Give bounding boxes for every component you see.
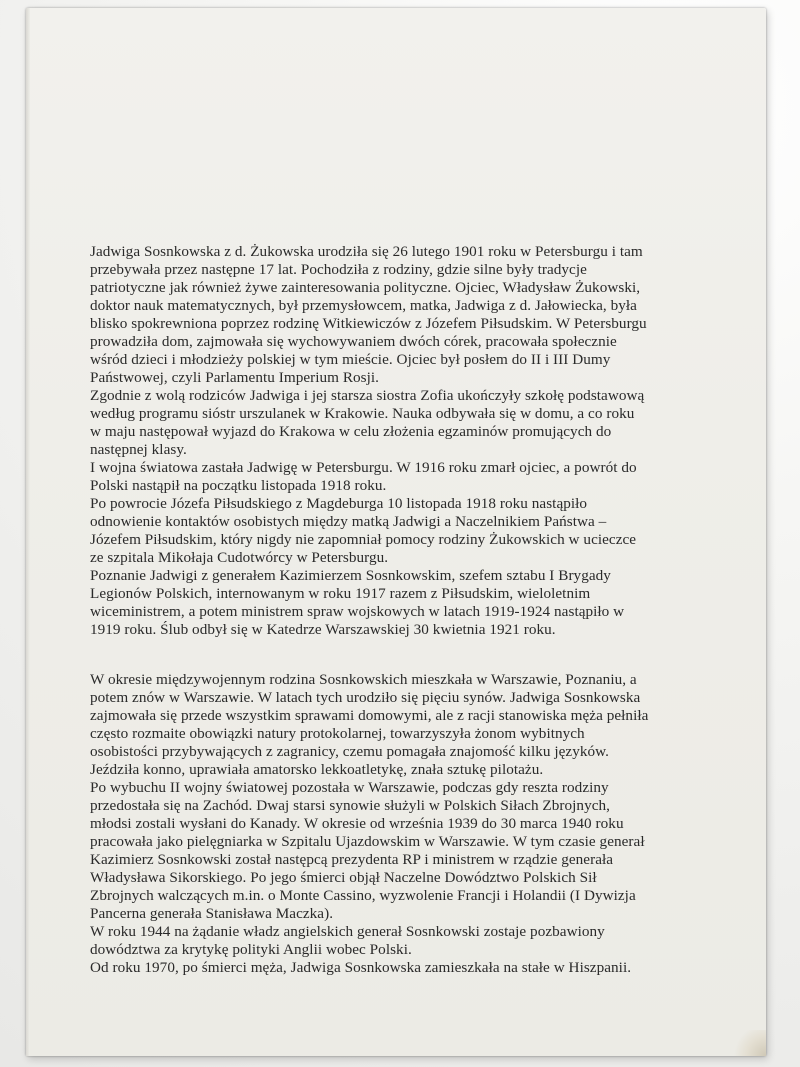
text-line: często rozmaite obowiązki natury protokolarnej, towarzyszyła żonom wybitnych — [90, 725, 585, 742]
text-line: Od roku 1970, po śmierci męża, Jadwiga Sosnkowska zamieszkała na stałe w Hiszpanii. — [90, 959, 632, 976]
text-line: wśród dzieci i młodzieży polskiej w tym mieście. Ojciec był posłem do II i III Dumy — [90, 351, 611, 368]
text-line: Pancerna generała Stanisława Maczka). — [90, 905, 334, 922]
text-line: 1919 roku. Ślub odbył się w Katedrze Warszawskiej 30 kwietnia 1921 roku. — [90, 621, 556, 638]
text-line: ze szpitala Mikołaja Cudotwórcy w Petersburgu. — [90, 549, 389, 566]
text-line: w maju następował wyjazd do Krakowa w celu złożenia egzaminów promujących do — [90, 423, 612, 440]
text-line: Zgodnie z wolą rodziców Jadwiga i jej starsza siostra Zofia ukończyły szkołę podstawową — [90, 387, 645, 404]
text-line: Józefem Piłsudskim, który nigdy nie zapomniał pomocy rodziny Żukowskich w ucieczce — [90, 531, 637, 548]
text-line: wiceministrem, a potem ministrem spraw wojskowych w latach 1919-1924 nastąpiło w — [90, 603, 625, 620]
text-line: Jadwiga Sosnkowska z d. Żukowska urodziła się 26 lutego 1901 roku w Petersburgu i tam — [90, 243, 643, 260]
text-line: Kazimierz Sosnkowski został następcą prezydenta RP i ministrem w rządzie generała — [90, 851, 614, 868]
text-line: następnej klasy. — [90, 441, 187, 458]
text-line: patriotyczne jak również żywe zainteresowania polityczne. Ojciec, Władysław Żukowski, — [90, 279, 641, 296]
text-line: przebywała przez następne 17 lat. Pochodziła z rodziny, gdzie silne były tradycje — [90, 261, 587, 278]
text-line: Po powrocie Józefa Piłsudskiego z Magdeburga 10 listopada 1918 roku nastąpiło — [90, 495, 588, 512]
text-line: zajmowała się przede wszystkim sprawami domowymi, ale z racji stanowiska męża pełniła — [90, 707, 649, 724]
text-line: osobistości przybywających z zagranicy, czemu pomagała znajomość kilku języków. — [90, 743, 610, 760]
cover-edge — [26, 8, 30, 1056]
biography-paragraph-1 — [90, 243, 750, 639]
text-line: potem znów w Warszawie. W latach tych urodziło się pięciu synów. Jadwiga Sosnkowska — [90, 689, 641, 706]
text-line: W okresie międzywojennym rodzina Sosnkowskich mieszkała w Warszawie, Poznaniu, a — [90, 671, 637, 688]
text-line: Poznanie Jadwigi z generałem Kazimierzem Sosnkowskim, szefem sztabu I Brygady — [90, 567, 611, 584]
biography-paragraph-2 — [90, 671, 750, 977]
text-line: pracowała jako pielęgniarka w Szpitalu Ujazdowskim w Warszawie. W tym czasie generał — [90, 833, 645, 850]
text-line: W roku 1944 na żądanie władz angielskich generał Sosnkowski zostaje pozbawiony — [90, 923, 605, 940]
text-line: doktor nauk matematycznych, był przemysłowcem, matka, Jadwiga z d. Jałowiecka, była — [90, 297, 637, 314]
text-line: blisko spokrewniona poprzez rodzinę Witkiewiczów z Józefem Piłsudskim. W Petersburgu — [90, 315, 647, 332]
cover-corner-wear — [732, 1030, 766, 1056]
text-line: przedostała się na Zachód. Dwaj starsi synowie służyli w Polskich Siłach Zbrojnych, — [90, 797, 610, 814]
text-line: Legionów Polskich, internowanym w roku 1917 razem z Piłsudskim, wieloletnim — [90, 585, 591, 602]
text-line: Polski nastąpił na początku listopada 1918 roku. — [90, 477, 387, 494]
text-line: Jeździła konno, uprawiała amatorsko lekkoatletykę, znała sztukę pilotażu. — [90, 761, 544, 778]
text-line: Po wybuchu II wojny światowej pozostała w Warszawie, podczas gdy reszta rodziny — [90, 779, 609, 796]
text-line: Państwowej, czyli Parlamentu Imperium Rosji. — [90, 369, 380, 386]
text-line: prowadziła dom, zajmowała się wychowywaniem dwóch córek, pracowała społecznie — [90, 333, 617, 350]
text-line: młodsi zostali wysłani do Kanady. W okresie od września 1939 do 30 marca 1940 roku — [90, 815, 624, 832]
text-line: I wojna światowa zastała Jadwigę w Petersburgu. W 1916 roku zmarł ojciec, a powrót do — [90, 459, 637, 476]
text-line: według programu sióstr urszulanek w Krakowie. Nauka odbywała się w domu, a co roku — [90, 405, 635, 422]
text-line: dowództwa za krytykę polityki Anglii wobec Polski. — [90, 941, 412, 958]
text-line: odnowienie kontaktów osobistych między matką Jadwigi a Naczelnikiem Państwa – — [90, 513, 607, 530]
text-line: Władysława Sikorskiego. Po jego śmierci objął Naczelne Dowództwo Polskich Sił — [90, 869, 597, 886]
text-line: Zbrojnych walczących m.in. o Monte Cassino, wyzwolenie Francji i Holandii (I Dywizja — [90, 887, 636, 904]
